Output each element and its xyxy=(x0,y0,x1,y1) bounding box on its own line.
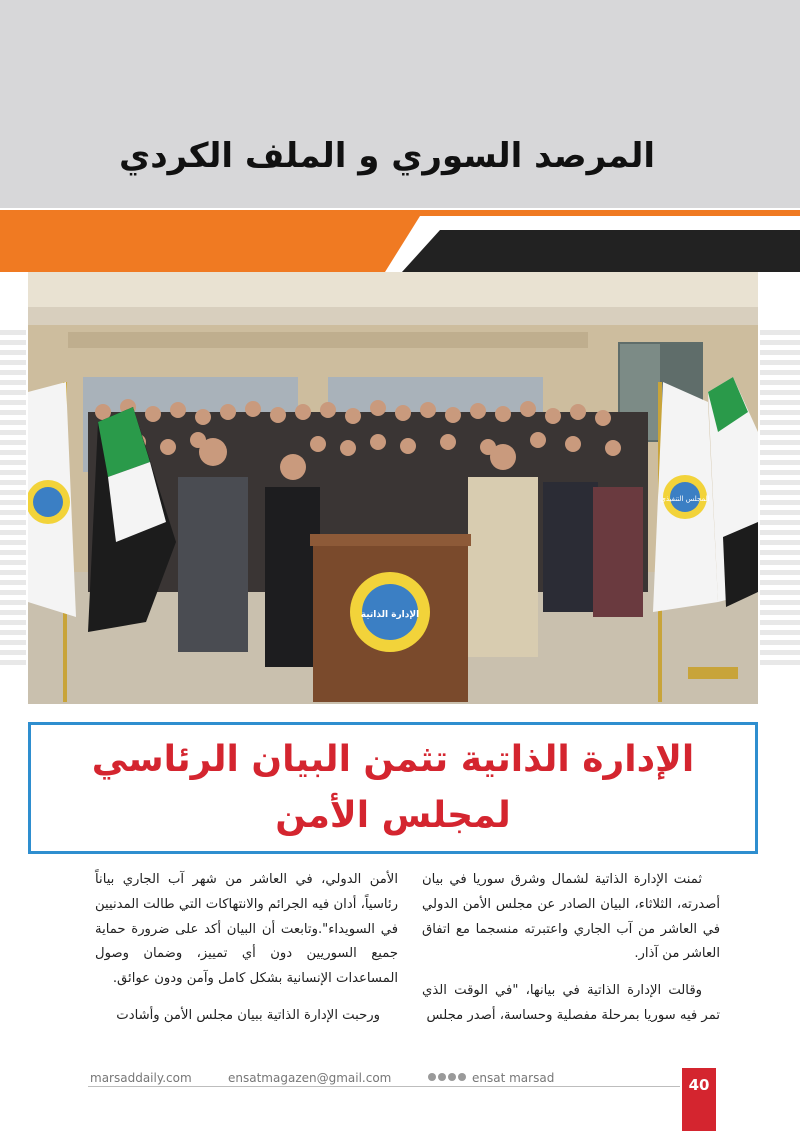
page-number: 40 xyxy=(682,1068,716,1131)
decorative-band xyxy=(0,210,800,272)
facebook-icon[interactable] xyxy=(428,1073,436,1081)
article-headline: الإدارة الذاتية تثمن البيان الرئاسي لمجلس الأمن xyxy=(91,739,695,836)
paragraph: وقالت الإدارة الذاتية في بيانها، "في الوقت الذي تمر فيه سوريا بمرحلة مفصلية وحساسة، أصدر مجلس xyxy=(422,983,720,1023)
youtube-icon[interactable] xyxy=(458,1073,466,1081)
social-icons xyxy=(428,1073,466,1081)
paragraph: ورحبت الإدارة الذاتية ببيان مجلس الأمن وأشادت xyxy=(116,1007,380,1023)
footer-brand: ensat marsad xyxy=(472,1071,555,1085)
headline-box xyxy=(28,722,758,854)
paragraph: الأمن الدولي، في العاشر من شهر آب الجاري بياناً رئاسياً، أدان فيه الجرائم والانتهاكات التي طالت المدنيين في السويداء".وتابعت أن البيان أكد على ضرورة حماية جميع السوريين دون أي تمييز، وضمان وصول المساعدات الإنسانية بشكل كامل وآمن ودون عوائق. xyxy=(95,872,398,987)
header-band xyxy=(0,0,800,208)
footer-website-link[interactable]: marsaddaily.com xyxy=(90,1071,192,1085)
instagram-icon[interactable] xyxy=(448,1073,456,1081)
article-column-right xyxy=(422,868,720,1041)
paragraph: ثمنت الإدارة الذاتية لشمال وشرق سوريا في بيان أصدرته، الثلاثاء، البيان الصادر عن مجلس الأمن الدولي في العاشر من آب الجاري واعتبرته منسجما مع اتفاق العاشر من آذار. xyxy=(422,872,720,962)
side-stripes-left xyxy=(0,330,26,670)
flag-logo-text: المجلس التنفيذي xyxy=(660,495,710,503)
article-column-left xyxy=(95,868,398,1041)
twitter-icon[interactable] xyxy=(438,1073,446,1081)
footer-email-link[interactable]: ensatmagazen@gmail.com xyxy=(228,1071,392,1085)
footer-divider xyxy=(88,1086,680,1087)
news-photo xyxy=(28,272,758,704)
podium-logo-text: الإدارة الذاتية xyxy=(360,610,420,620)
side-stripes-right xyxy=(760,330,800,670)
section-title: المرصد السوري و الملف الكردي xyxy=(119,136,655,176)
